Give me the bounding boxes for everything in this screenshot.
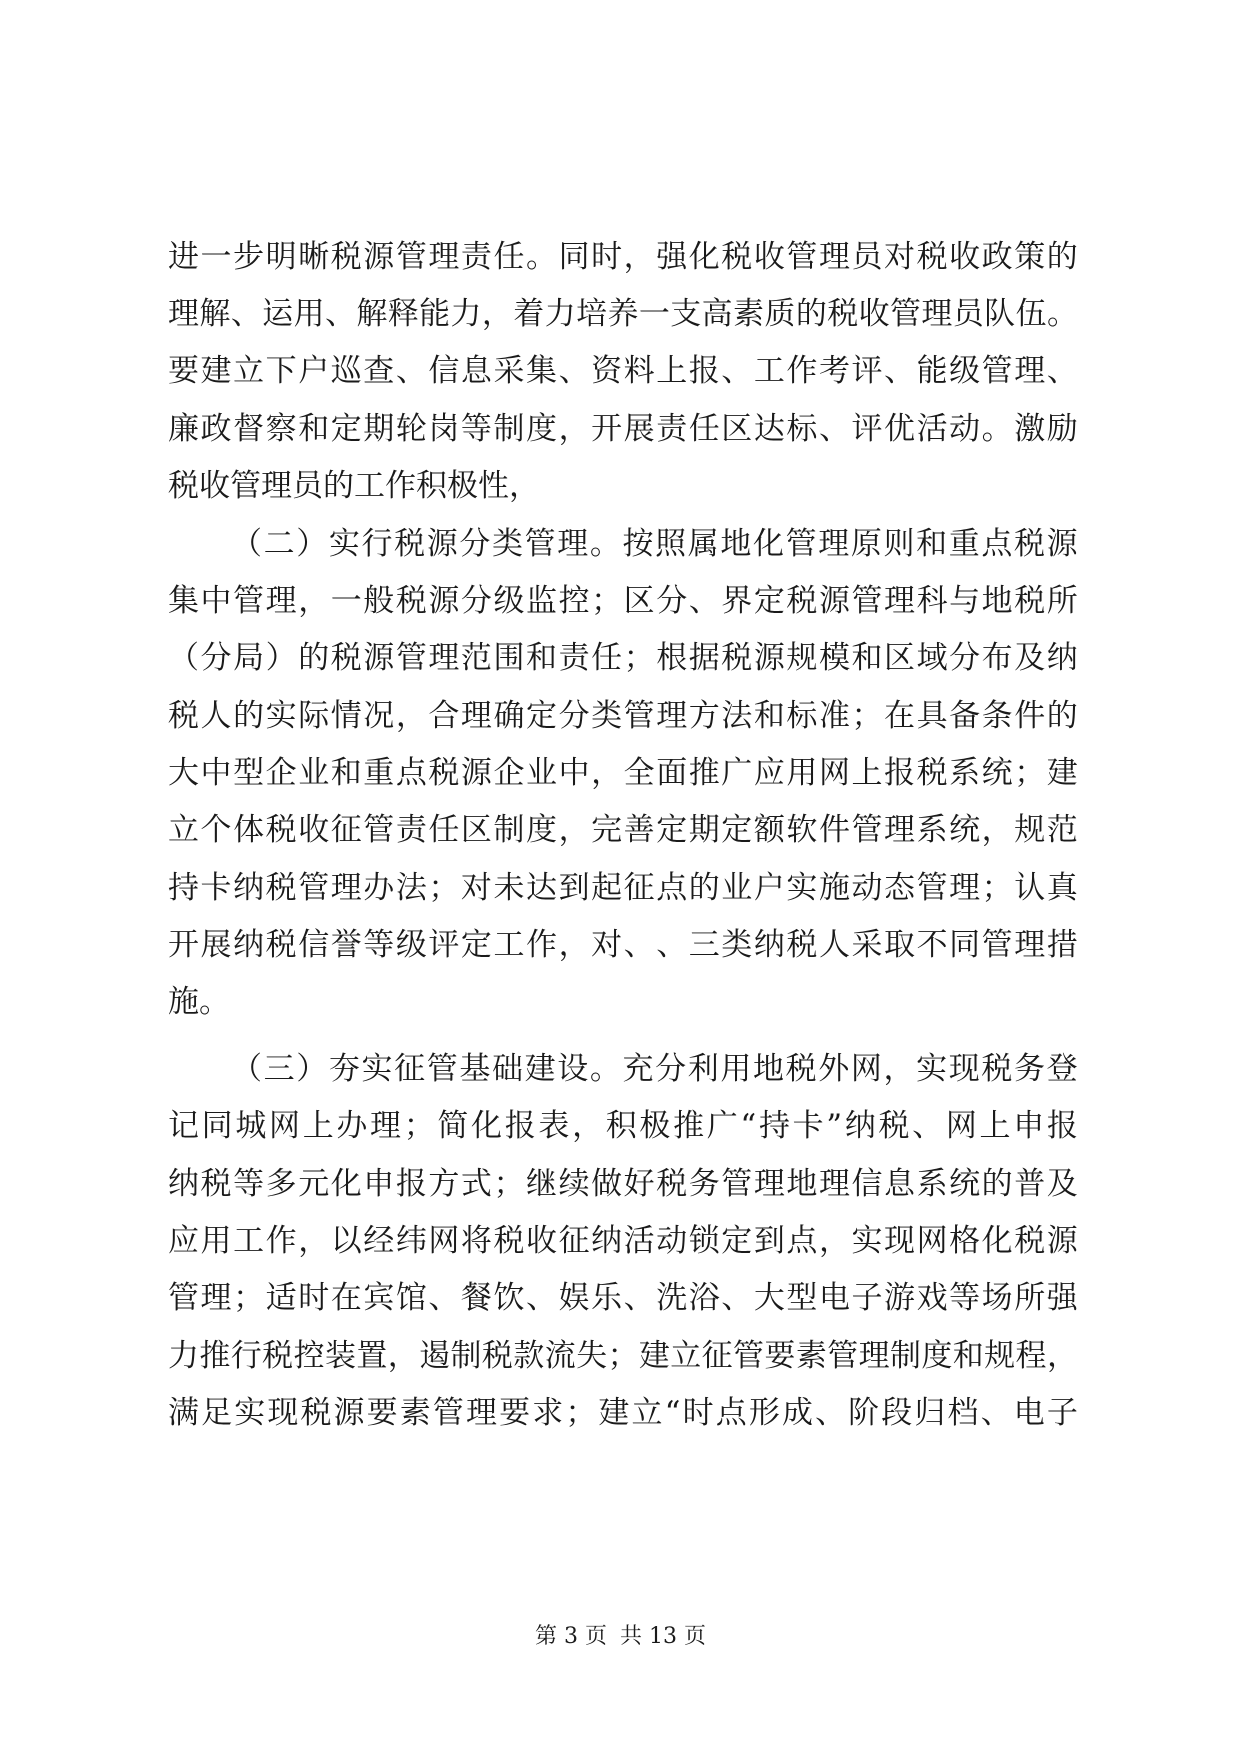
paragraph-line: 满 足 实 现 税 源 要 素 管 理 要 求 ； 建 立 “ 时 点 形 成 、 阶 段 归 档 、 电 子	[168, 1395, 1078, 1431]
paragraph-line: 应 用 工 作 ， 以 经 纬 网 将 税 收 征 纳 活 动 锁 定 到 点 ， 实 现 网 格 化 税 源	[168, 1223, 1078, 1259]
paragraph-line: 开 展 纳 税 信 誉 等 级 评 定 工 作 ， 对 、 、 三 类 纳 税 人 采 取 不 同 管 理 措	[168, 927, 1078, 963]
paragraph-line: 税 人 的 实 际 情 况 ， 合 理 确 定 分 类 管 理 方 法 和 标 准 ； 在 具 备 条 件 的	[168, 698, 1078, 734]
paragraph-line: 廉 政 督 察 和 定 期 轮 岗 等 制 度 ， 开 展 责 任 区 达 标 、 评 优 活 动 。 激 励	[168, 411, 1078, 447]
paragraph-line: 要 建 立 下 户 巡 查 、 信 息 采 集 、 资 料 上 报 、 工 作 考 评 、 能 级 管 理 、	[168, 353, 1078, 389]
paragraph-line: 税收管理员的工作积极性，	[168, 468, 540, 504]
paragraph-line: 施。	[168, 984, 230, 1020]
paragraph-line: 记 同 城 网 上 办 理 ； 简 化 报 表 ， 积 极 推 广 “ 持 卡 ” 纳 税 、 网 上 申 报	[168, 1108, 1078, 1144]
paragraph-line: 集 中 管 理 ， 一 般 税 源 分 级 监 控 ； 区 分 、 界 定 税 源 管 理 科 与 地 税 所	[168, 583, 1078, 619]
paragraph-line: 立 个 体 税 收 征 管 责 任 区 制 度 ， 完 善 定 期 定 额 软 件 管 理 系 统 ， 规 范	[168, 812, 1078, 848]
paragraph-line: （ 分 局 ） 的 税 源 管 理 范 围 和 责 任 ； 根 据 税 源 规 模 和 区 域 分 布 及 纳	[168, 640, 1078, 676]
paragraph-line: 大 中 型 企 业 和 重 点 税 源 企 业 中 ， 全 面 推 广 应 用 网 上 报 税 系 统 ； 建	[168, 755, 1078, 791]
paragraph-line: 持 卡 纳 税 管 理 办 法 ； 对 未 达 到 起 征 点 的 业 户 实 施 动 态 管 理 ； 认 真	[168, 870, 1078, 906]
section-heading-line: （ 三 ） 夯 实 征 管 基 础 建 设 。 充 分 利 用 地 税 外 网 ， 实 现 税 务 登	[231, 1051, 1078, 1087]
section-heading-line: （ 二 ） 实 行 税 源 分 类 管 理 。 按 照 属 地 化 管 理 原 则 和 重 点 税 源	[231, 526, 1078, 562]
paragraph-line: 纳 税 等 多 元 化 申 报 方 式 ； 继 续 做 好 税 务 管 理 地 理 信 息 系 统 的 普 及	[168, 1166, 1078, 1202]
paragraph-line: 力 推 行 税 控 装 置 ， 遏 制 税 款 流 失 ； 建 立 征 管 要 素 管 理 制 度 和 规 程 ，	[168, 1338, 1078, 1374]
page-footer	[0, 1622, 1241, 1652]
paragraph-line: 进 一 步 明 晰 税 源 管 理 责 任 。 同 时 ， 强 化 税 收 管 理 员 对 税 收 政 策 的	[168, 239, 1078, 275]
page-total: 共 13 页	[620, 1624, 706, 1649]
paragraph-line: 理 解 、 运 用 、 解 释 能 力 ， 着 力 培 养 一 支 高 素 质 的 税 收 管 理 员 队 伍 。	[168, 296, 1078, 332]
page-number: 第 3 页	[535, 1624, 607, 1649]
paragraph-line: 管 理 ； 适 时 在 宾 馆 、 餐 饮 、 娱 乐 、 洗 浴 、 大 型 电 子 游 戏 等 场 所 强	[168, 1280, 1078, 1316]
